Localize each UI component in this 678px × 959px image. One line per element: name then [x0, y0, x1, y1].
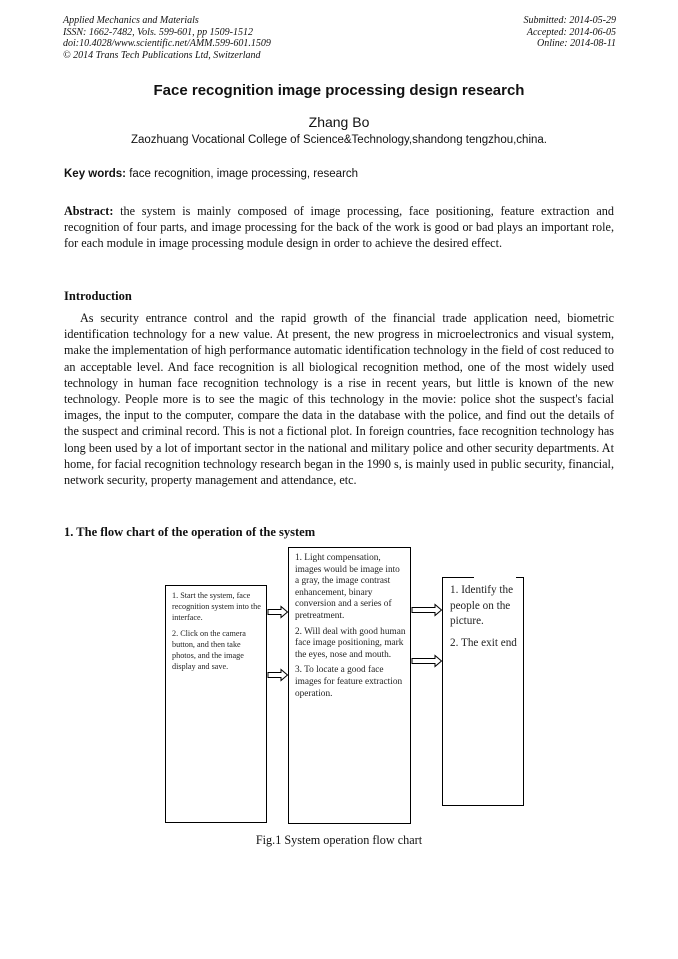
arrow-box1-to-box2-lower [267, 668, 289, 682]
keywords-label: Key words: [64, 168, 126, 180]
journal-doi: doi:10.4028/www.scientific.net/AMM.599-601.1509 [63, 38, 271, 49]
box3-step2: 2. The exit end [450, 636, 517, 649]
section1-heading: 1. The flow chart of the operation of the system [64, 525, 316, 539]
introduction-heading: Introduction [64, 289, 132, 303]
arrow-box1-to-box2-upper [267, 605, 289, 619]
figure-caption: Fig.1 System operation flow chart [255, 833, 423, 847]
dates-header [524, 15, 617, 50]
flowchart-box-processing [288, 547, 411, 824]
box2-step2: 2. Will deal with good human face image positioning, mark the eyes, nose and mouth. [295, 626, 406, 660]
box2-step3: 3. To locate a good face images for feature extraction operation. [295, 665, 403, 699]
abstract-text: the system is mainly composed of image processing, face positioning, feature extraction and recognition of four parts, and image processing for the back of the work is good or bad plays an important role, for each module in image processing module design in order to achieve the desired effect. [64, 204, 614, 251]
journal-issn: ISSN: 1662-7482, Vols. 599-601, pp 1509-1512 [63, 26, 253, 38]
arrow-box2-to-box3-upper [411, 603, 443, 617]
author-name: Zhang Bo [308, 114, 370, 130]
box3-step1: 1. Identify the people on the picture. [450, 584, 514, 627]
accepted-date: Accepted: 2014-06-05 [526, 26, 616, 38]
online-date: Online: 2014-08-11 [537, 38, 616, 49]
box3-top-gap [474, 576, 516, 579]
keywords-line [64, 168, 614, 180]
keywords-text: face recognition, image processing, research [126, 168, 359, 180]
box2-step1: 1. Light compensation, images would be image into a gray, the image contrast enhancement, binary conversion and a series of pretreatment. [295, 553, 400, 621]
box1-step2: 2. Click on the camera button, and then take photos, and the image display and save. [172, 628, 246, 672]
submitted-date: Submitted: 2014-05-29 [523, 15, 616, 26]
abstract-label: Abstract: [64, 204, 114, 218]
journal-copyright: © 2014 Trans Tech Publications Ltd, Switzerland [63, 49, 261, 61]
author-affiliation: Zaozhuang Vocational College of Science&Technology,shandong tengzhou,china. [130, 134, 547, 146]
flowchart-box-start [165, 585, 267, 823]
journal-header [63, 15, 271, 61]
abstract-paragraph [64, 203, 614, 252]
journal-name: Applied Mechanics and Materials [63, 15, 199, 26]
box1-step1: 1. Start the system, face recognition system into the interface. [172, 591, 261, 623]
paper-title: Face recognition image processing design research [153, 82, 525, 99]
arrow-box2-to-box3-lower [411, 654, 443, 668]
introduction-body: As security entrance control and the rapid growth of the financial trade application need, biometric identification technology for a new value. At present, the new progress in microelectronics and visual system, make the implementation of high performance automatic identification technology in the field of cost reduced to an acceptable level. And face recognition is all biological recognition method, one of the most widely used technology in human face recognition technology is a rise in recent years, but little is known of the new technology. People more is to see the magic of this technology in the movie: police shot the suspect's facial images, the input to the computer, compare the data in the database with the police, and find out the details of the suspect and criminal record. This is not a fictional plot. In foreign countries, face recognition technology has long been used by a lot of important sector in the national and military police and other security departments. At home, for facial recognition technology research began in the 1990 s, is mainly used in public security, financial, network security, property management and attendance, etc. [64, 311, 614, 488]
flowchart-box-identify [442, 577, 524, 806]
